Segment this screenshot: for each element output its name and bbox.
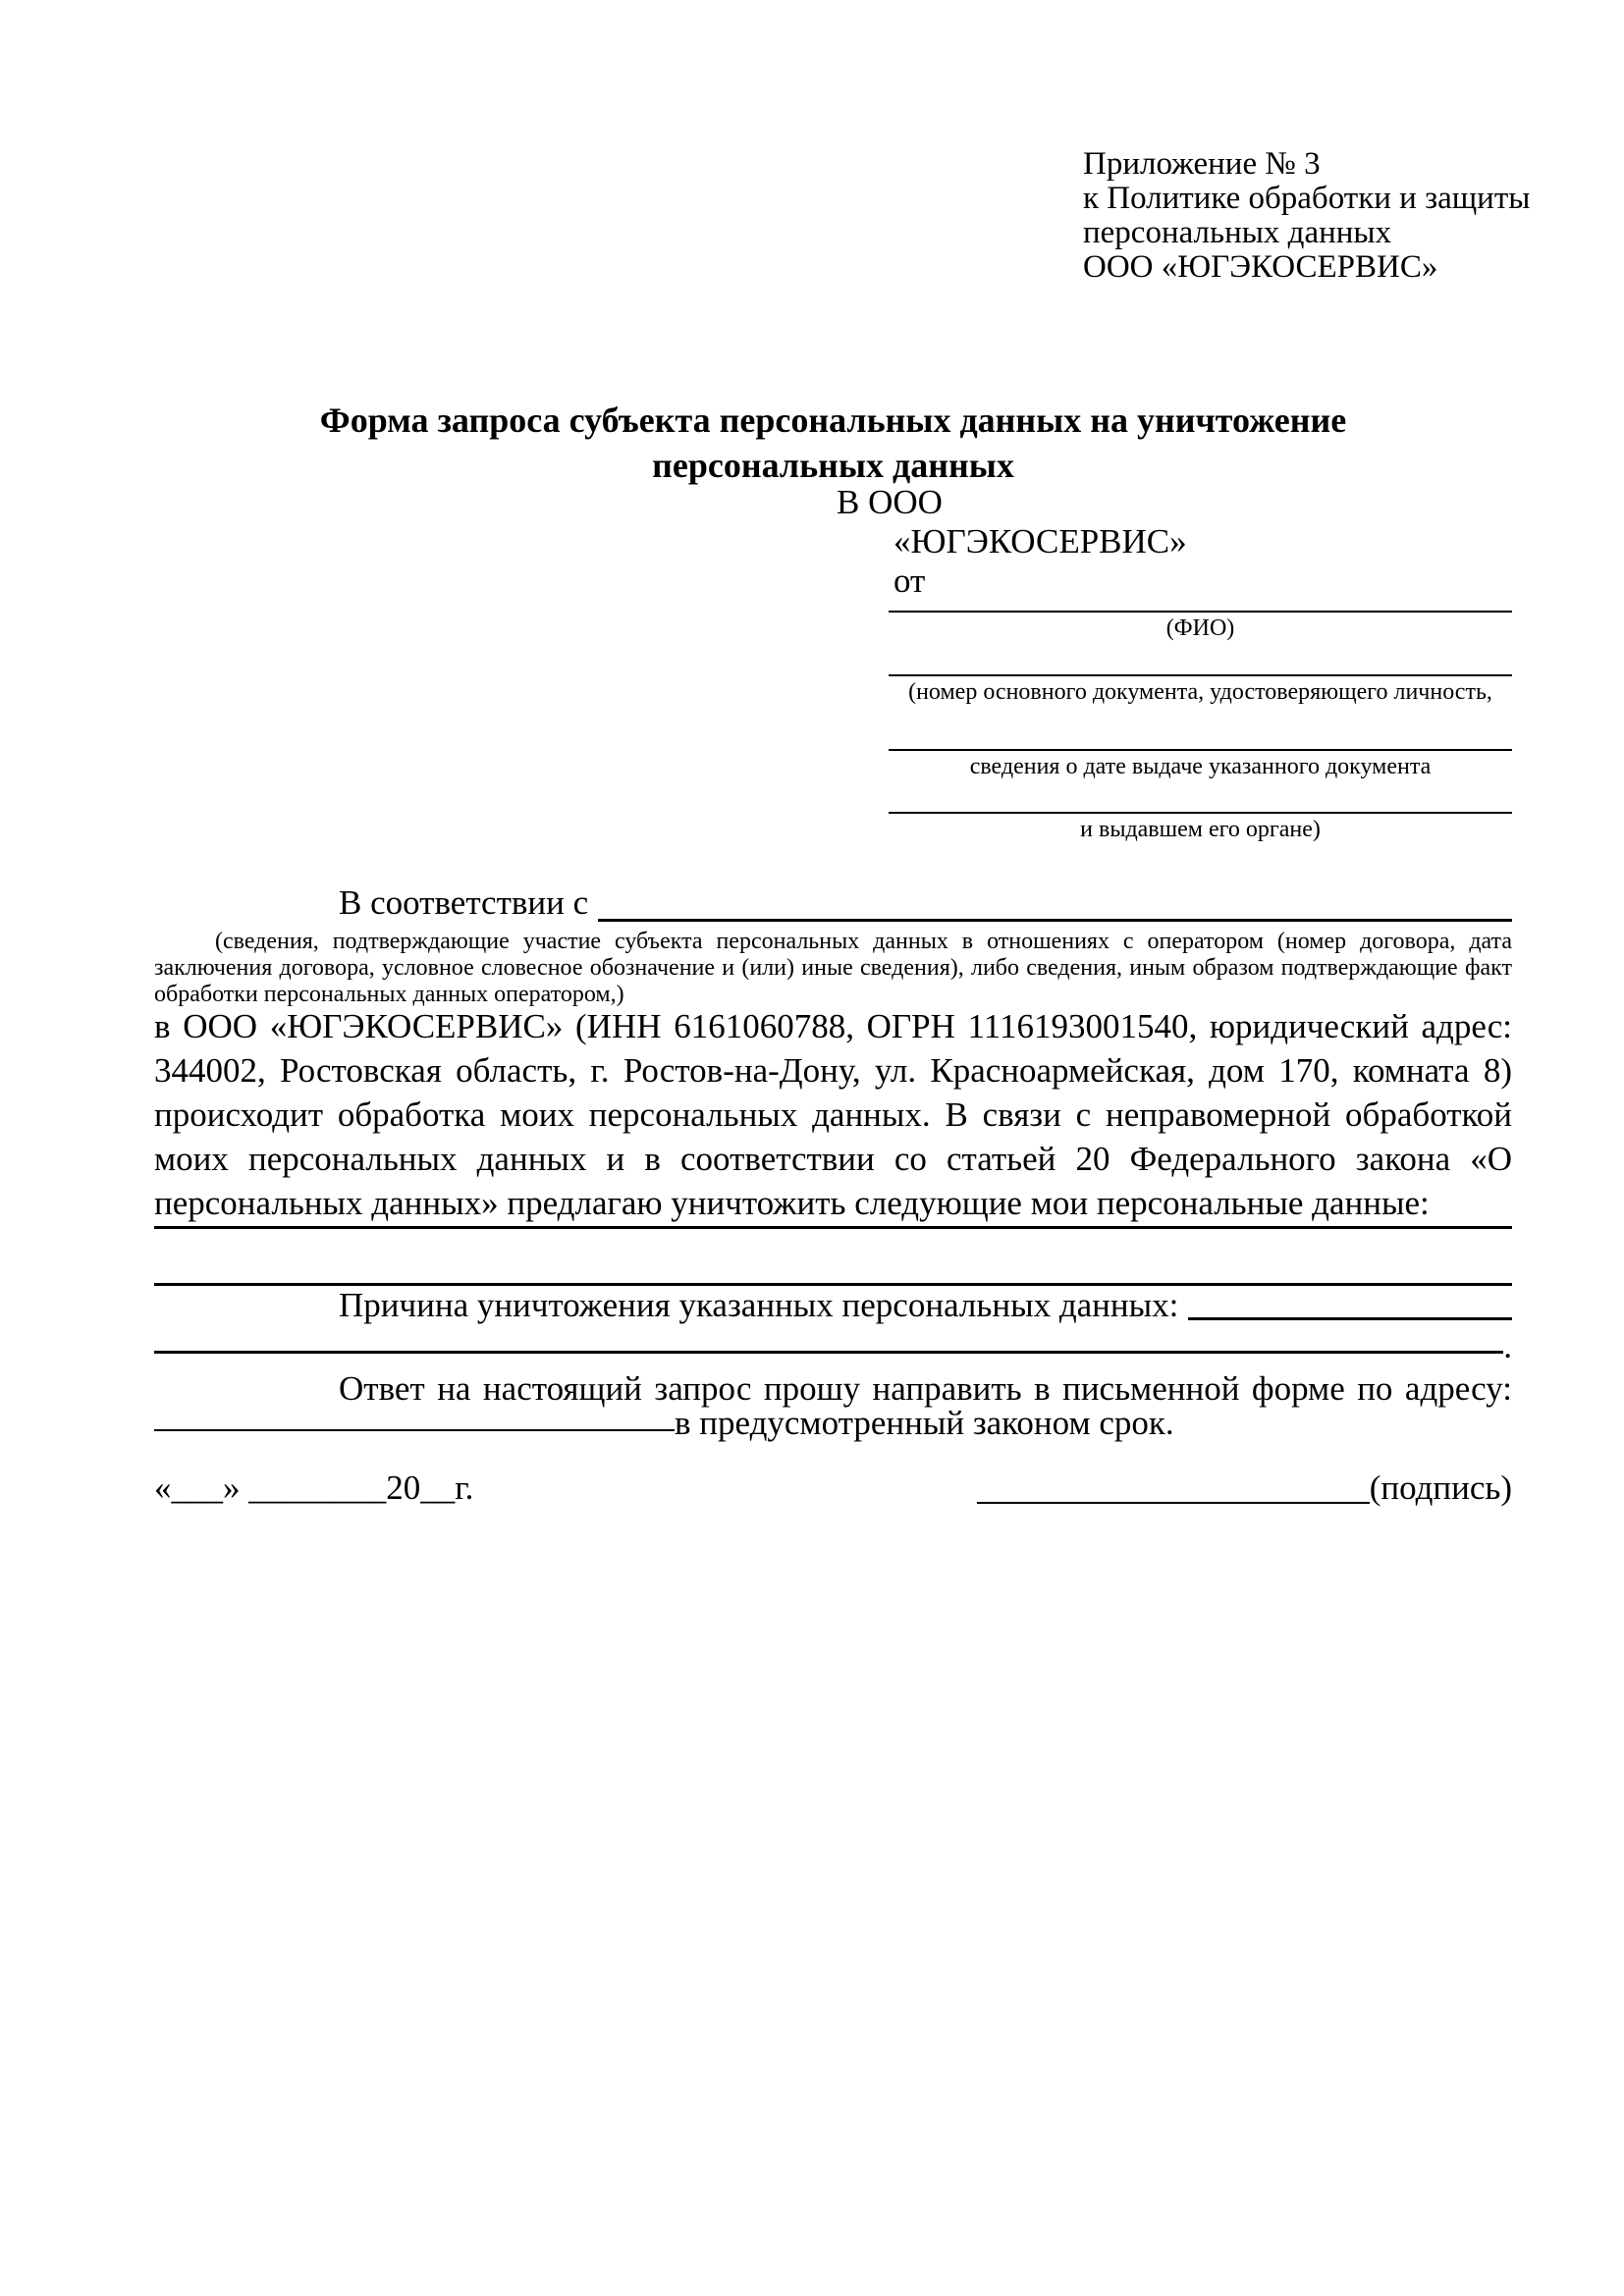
signature-group — [977, 1468, 1512, 1508]
doc-number-caption: (номер основного документа, удостоверяющего личность, — [908, 679, 1492, 705]
reason-continuation-row — [154, 1327, 1512, 1366]
addressee-from: от — [893, 561, 926, 600]
appendix-header-line: Приложение № 3 — [1083, 146, 1321, 182]
appendix-header-line: к Политике обработки и защиты — [1083, 181, 1531, 216]
reason-blank-line — [1188, 1286, 1512, 1320]
doc-date-caption: сведения о дате выдаче указанного документа — [969, 754, 1432, 779]
doc-number-blank-line — [889, 653, 1512, 676]
data-blank-line-2 — [154, 1259, 1512, 1286]
signature-caption: (подпись) — [1369, 1468, 1512, 1507]
date-field: «___» ________20__г. — [154, 1468, 474, 1507]
reason-continuation-blank-line — [154, 1327, 1503, 1354]
body-paragraph: в ООО «ЮГЭКОСЕРВИС» (ИНН 6161060788, ОГРН 1116193001540, юридический адрес: 344002, Ростовская область, г. Ростов-на-Дону, ул. Красноармейская, дом 170, комната 8) происходит обработка моих персональных данных. В связи с неправомерной обработкой моих персональных данных и в соответствии со статьей 20 Федерального закона «О персональных данных» предлагаю уничтожить следующие мои персональные данные: — [154, 1007, 1512, 1222]
reason-period: . — [1503, 1327, 1512, 1365]
accordance-row — [154, 883, 1512, 923]
reason-label: Причина уничтожения указанных персональных данных: — [339, 1286, 1179, 1324]
signature-blank-line — [977, 1468, 1370, 1504]
address-blank-line — [154, 1404, 675, 1431]
reason-row — [154, 1286, 1512, 1325]
document-title-line: Форма запроса субъекта персональных данных на уничтожение — [319, 400, 1347, 440]
fio-blank-line — [889, 589, 1512, 613]
doc-number-field — [889, 653, 1512, 706]
data-blank-line-1 — [154, 1202, 1512, 1229]
response-term-row — [154, 1404, 1512, 1443]
accordance-blank-line — [598, 883, 1512, 922]
addressee-company: «ЮГЭКОСЕРВИС» — [893, 522, 1187, 561]
appendix-header-line: персональных данных — [1083, 215, 1392, 250]
appendix-header — [1083, 147, 1530, 285]
doc-issuer-field — [889, 790, 1512, 843]
doc-date-field — [889, 727, 1512, 780]
addressee-to: В ООО — [837, 483, 943, 521]
fio-caption: (ФИО) — [1165, 615, 1235, 641]
response-paragraph: Ответ на настоящий запрос прошу направить в письменной форме по адресу: — [339, 1369, 1512, 1408]
accordance-note: (сведения, подтверждающие участие субъекта персональных данных в отношениях с оператором (номер договора, дата заключения договора, условное словесное обозначение и (или) иные сведения), либо сведения, иным образом подтверждающие факт обработки персональных данных оператором,) — [154, 929, 1512, 1007]
document-title — [154, 398, 1512, 488]
addressee-block — [837, 483, 1187, 601]
accordance-lead: В соответствии с — [339, 883, 589, 922]
fio-field — [889, 589, 1512, 642]
response-term: в предусмотренный законом срок. — [675, 1404, 1174, 1442]
doc-date-blank-line — [889, 727, 1512, 751]
document-title-line: персональных данных — [652, 446, 1014, 485]
date-signature-row — [154, 1468, 1512, 1508]
doc-issuer-caption: и выдавшем его органе) — [1080, 817, 1321, 842]
appendix-header-line: ООО «ЮГЭКОСЕРВИС» — [1083, 249, 1438, 285]
doc-issuer-blank-line — [889, 790, 1512, 814]
